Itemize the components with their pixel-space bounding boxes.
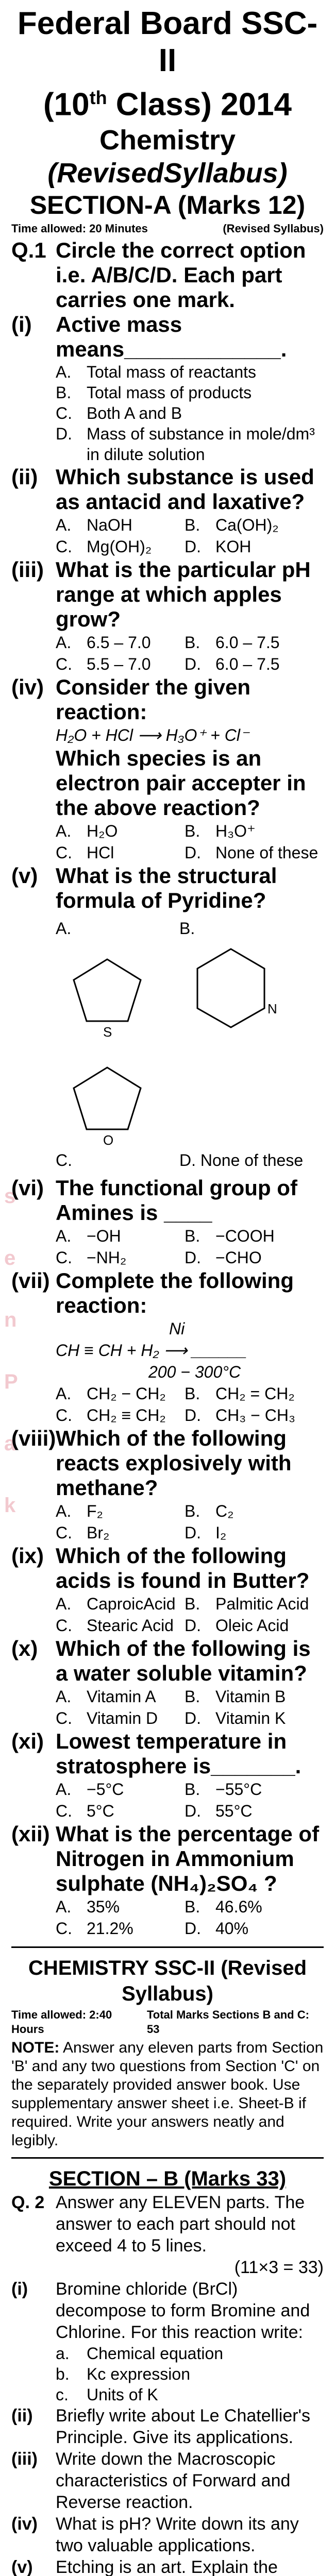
question-text: Etching is an art. Explain the (56, 2557, 278, 2576)
structure-option (56, 918, 159, 1042)
structure-option (56, 1047, 159, 1171)
option-spacer (11, 1896, 56, 1918)
option-text: −OH (87, 1226, 121, 1245)
mcq-number: (vi) (11, 1175, 44, 1200)
option-text: Ca(OH)₂ (215, 515, 279, 534)
option-letter: D. (185, 843, 201, 862)
option-text: 6.0 – 7.5 (215, 633, 280, 652)
option-text: Mg(OH)₂ (87, 537, 152, 556)
svg-text:O: O (103, 1132, 114, 1148)
subject-title: Chemistry (RevisedSyllabus) (47, 124, 288, 189)
option-text: Stearic Acid (87, 1616, 174, 1635)
mcq-number: (v) (11, 863, 38, 888)
mcq-number (11, 746, 56, 820)
mcq-number: (viii) (11, 1426, 56, 1450)
option-text: Oleic Acid (215, 1616, 289, 1635)
time-allowed: Time allowed: 20 Minutes (11, 222, 148, 235)
option-text: F₂ (87, 1501, 103, 1520)
option-letter: B. (185, 633, 200, 652)
option-letter: C. (56, 1150, 72, 1170)
mcq-list (11, 312, 324, 1939)
option-spacer (11, 1404, 56, 1426)
structure-option (179, 1150, 303, 1171)
option-letter: D. (185, 1801, 201, 1820)
option-text: 5°C (87, 1801, 114, 1820)
sub-letter: c. (56, 2385, 69, 2404)
option-letter: A. (56, 1897, 72, 1916)
sub-spacer (11, 2364, 56, 2384)
option-letter: A. (56, 515, 72, 534)
structure-option (179, 918, 282, 1042)
option-letter: B. (185, 1687, 200, 1706)
option-letter: C. (56, 1801, 72, 1820)
option-letter: C. (56, 403, 72, 422)
option-letter: D. (185, 1523, 201, 1542)
question-number: (v) (11, 2557, 33, 2576)
option-letter: C. (56, 537, 72, 556)
watermark-letter: a (4, 1432, 16, 1455)
mcq-question (11, 312, 324, 362)
option-letter: D. (185, 1248, 201, 1267)
option-spacer (11, 1686, 56, 1707)
option-text: −5°C (87, 1780, 124, 1799)
option-text: 46.6% (215, 1897, 262, 1916)
q2-heading: Q. 2 Answer any ELEVEN parts. The answer to each part should not exceed 4 to 5 lines. (11, 2192, 305, 2256)
option-spacer (11, 632, 56, 653)
mcq-options (11, 514, 324, 557)
question-text: Briefly write about Le Chatellier's Principle. Give its applications. (56, 2405, 311, 2447)
option-spacer (11, 653, 56, 675)
option-letter: A. (56, 1226, 72, 1245)
option-letter: B. (185, 1226, 200, 1245)
option-letter: A. (56, 919, 72, 938)
option-text: −COOH (215, 1226, 275, 1245)
option-text: Vitamin D (87, 1708, 158, 1727)
reaction-equation-text: H₂O + HCl ⟶ H₃O⁺ + Cl⁻ (56, 725, 249, 744)
option-letter: A. (56, 1501, 72, 1520)
option-letter: B. (185, 1384, 200, 1403)
mcq-text: Which substance is used as antacid and laxative? (56, 464, 314, 514)
mcq-text: Which of the following acids is found in Butter? (56, 1543, 310, 1592)
option-letter: B. (185, 515, 200, 534)
option-text: Mass of substance in mole/dm³ in dilute solution (87, 424, 315, 464)
section-b-question (11, 2405, 324, 2448)
divider (11, 1946, 324, 1948)
option-text: None of these (215, 843, 319, 862)
mcq-text: Active mass means_____________. (56, 312, 287, 361)
part2-meta: Time allowed: 2:40 Hours Total Marks Sections B and C: 53 (11, 2008, 309, 2036)
option-text: KOH (215, 537, 252, 556)
option-text: C₂ (215, 1501, 234, 1520)
watermark-letter: e (4, 1247, 16, 1269)
option-text: Vitamin A (87, 1687, 156, 1706)
option-text: H₃O⁺ (215, 821, 256, 840)
option-text: CH₂ − CH₂ (87, 1384, 166, 1403)
option-letter: D. (185, 537, 201, 556)
option-letter: B. (179, 919, 195, 938)
section-b-question (11, 2278, 324, 2343)
sub-text: Kc expression (87, 2364, 190, 2383)
mcq-text: Lowest temperature in stratosphere is_______. (56, 1728, 301, 1778)
option-letter: C. (56, 1405, 72, 1425)
mcq-text: What is the particular pH range at which apples grow? (56, 557, 311, 631)
option-text: −CHO (215, 1248, 262, 1267)
mcq-number: (iii) (11, 557, 44, 582)
question-number: (iv) (11, 2514, 38, 2534)
option-spacer (11, 536, 56, 557)
exam-content (11, 5, 324, 2576)
watermark-letter: P (4, 1370, 18, 1393)
mcq-options (11, 820, 324, 863)
option-letter: B. (185, 821, 200, 840)
q2-marks: (11×3 = 33) (234, 2257, 324, 2277)
option-letter: B. (56, 383, 72, 402)
option-text: CaproicAcid (87, 1594, 176, 1613)
mcq-question (11, 1426, 324, 1500)
mcq-options (11, 1225, 324, 1268)
option-text: I₂ (215, 1523, 227, 1542)
option-letter: B. (185, 1780, 200, 1799)
option-text: Both A and B (87, 403, 182, 422)
part2-note: NOTE: Answer any eleven parts from Section 'B' and any two questions from Section 'C' on the separately provided answer book. Use supplementary answer sheet i.e. Sheet-B if required. Write your answers neatly and legibly. (11, 2039, 324, 2149)
mcq-options (11, 362, 324, 465)
mcq-question (11, 465, 324, 514)
option-letter: D. (56, 424, 72, 443)
option-letter: A. (56, 1687, 72, 1706)
option-text: −NH₂ (87, 1248, 127, 1267)
option-letter: C. (56, 1919, 72, 1938)
option-spacer (11, 842, 56, 863)
furan-structure-icon (56, 1047, 159, 1150)
part2-title: CHEMISTRY SSC-II (Revised Syllabus) (28, 1956, 307, 2005)
question-number: (iii) (11, 2449, 38, 2469)
option-spacer (11, 1778, 56, 1800)
option-text: 6.0 – 7.5 (215, 654, 280, 673)
section-b-question (11, 2513, 324, 2556)
option-text: Total mass of reactants (87, 362, 257, 381)
mcq-options (11, 1686, 324, 1729)
sub-text: Chemical equation (87, 2344, 224, 2363)
question-number: (i) (11, 2279, 28, 2299)
question-text: Write down the Macroscopic characteristics of Forward and Reverse reaction. (56, 2449, 291, 2512)
option-text: 5.5 – 7.0 (87, 654, 151, 673)
option-spacer (11, 1500, 56, 1522)
option-spacer (11, 362, 56, 382)
option-letter: A. (56, 362, 72, 381)
option-letter: C. (56, 1616, 72, 1635)
option-text: Total mass of products (87, 383, 252, 402)
mcq-question (11, 557, 324, 632)
option-spacer (11, 1800, 56, 1822)
board-title: Federal Board SSC-II (17, 6, 318, 78)
sub-letter: b. (56, 2364, 70, 2383)
pyridine-structure-icon (179, 939, 282, 1042)
reaction-condition-bottom: 200 − 300°C (148, 1362, 241, 1381)
option-letter: C. (56, 1248, 72, 1267)
watermark-letter: s (4, 1185, 16, 1208)
reaction-equation (56, 724, 324, 746)
question-text: What is pH? Write down its any two valuable applications. (56, 2514, 299, 2555)
structure-row (56, 1047, 324, 1171)
option-spacer (11, 1615, 56, 1636)
mcq-text: Which species is an electron pair accepter in the above reaction? (56, 745, 306, 820)
thiophene-structure-icon (56, 939, 159, 1042)
section-a-meta (11, 222, 324, 236)
watermark-letter: n (4, 1309, 17, 1331)
question-number: (ii) (11, 2405, 33, 2426)
sub-letter: a. (56, 2344, 70, 2363)
option-text: H₂O (87, 821, 118, 840)
reaction-equation (56, 1318, 324, 1383)
section-b-question (11, 2448, 324, 2513)
mcq-options (11, 1778, 324, 1822)
svg-text:S: S (103, 1024, 112, 1040)
option-spacer (11, 1918, 56, 1939)
mcq-text: What is the percentage of Nitrogen in Ammonium sulphate (NH₄)₂SO₄ ? (56, 1821, 320, 1895)
mcq-question (11, 863, 324, 913)
option-text: 55°C (215, 1801, 253, 1820)
option-spacer (11, 1247, 56, 1268)
question-text: Bromine chloride (BrCl) decompose to form Bromine and Chlorine. For this reaction write: (56, 2279, 310, 2342)
mcq-text: Complete the following reaction: (56, 1268, 294, 1317)
sub-spacer (11, 2384, 56, 2405)
section-b-title: SECTION – B (Marks 33) (48, 2167, 287, 2190)
mcq-question (11, 1544, 324, 1593)
mcq-number: (xi) (11, 1728, 44, 1753)
option-spacer (11, 382, 56, 403)
mcq-text: Which of the following reacts explosively with methane? (56, 1426, 292, 1500)
mcq-question (11, 675, 324, 724)
option-spacer (11, 1522, 56, 1544)
mcq-options (11, 1500, 324, 1544)
option-letter: D. (185, 654, 201, 673)
syllabus-note: (Revised Syllabus) (223, 222, 324, 235)
mcq-question-cont (11, 746, 324, 820)
sub-text: Units of K (87, 2385, 158, 2404)
option-spacer (11, 1593, 56, 1615)
option-letter: A. (56, 1384, 72, 1403)
option-letter: A. (56, 821, 72, 840)
sub-spacer (11, 2343, 56, 2364)
option-text: 35% (87, 1897, 120, 1916)
option-spacer (11, 1383, 56, 1404)
mcq-question (11, 1268, 324, 1318)
option-letter: A. (56, 1780, 72, 1799)
option-text: 6.5 – 7.0 (87, 633, 151, 652)
option-letter: B. (185, 1897, 200, 1916)
option-text: CH₂ ≡ CH₂ (87, 1405, 166, 1425)
option-text: −55°C (215, 1780, 262, 1799)
option-spacer (11, 403, 56, 423)
mcq-text: The functional group of Amines is ____ (56, 1175, 297, 1225)
mcq-question (11, 1636, 324, 1686)
option-spacer (11, 1707, 56, 1729)
option-letter: B. (185, 1594, 200, 1613)
q1-heading: Q.1 Circle the correct option i.e. A/B/C/D. Each part carries one mark. (11, 238, 306, 312)
option-text: CH₃ − CH₃ (215, 1405, 295, 1425)
option-letter: C. (56, 843, 72, 862)
mcq-number: (vii) (11, 1268, 50, 1293)
option-text: Palmitic Acid (215, 1594, 309, 1613)
option-letter: D. (179, 1150, 196, 1170)
option-spacer (11, 514, 56, 536)
option-letter: D. (185, 1405, 201, 1425)
divider (11, 2157, 324, 2159)
option-letter: A. (56, 633, 72, 652)
option-spacer (11, 423, 56, 465)
option-text: Vitamin K (215, 1708, 286, 1727)
mcq-options (11, 1896, 324, 1939)
mcq-number: (i) (11, 312, 32, 336)
mcq-question (11, 1822, 324, 1896)
option-text: None of these (196, 1150, 304, 1170)
mcq-options (11, 1383, 324, 1426)
option-letter: A. (56, 1594, 72, 1613)
section-a-title: SECTION-A (Marks 12) (29, 190, 306, 219)
class-year-title: (10th Class) 2014 (43, 87, 292, 123)
reaction-condition-top: Ni (169, 1319, 185, 1338)
mcq-options (11, 632, 324, 675)
option-letter: C. (56, 654, 72, 673)
mcq-text: Consider the given reaction: (56, 674, 251, 724)
section-b-list (11, 2278, 324, 2576)
svg-text:N: N (267, 1001, 277, 1016)
mcq-question (11, 1729, 324, 1778)
option-letter: B. (185, 1501, 200, 1520)
mcq-number: (iv) (11, 674, 44, 699)
option-spacer (11, 1225, 56, 1247)
mcq-question (11, 1176, 324, 1225)
option-text: 40% (215, 1919, 249, 1938)
option-spacer (11, 820, 56, 842)
reaction-equation-text: CH ≡ CH + H₂ ⟶ ______ (56, 1341, 247, 1360)
mcq-number: (xii) (11, 1821, 50, 1846)
mcq-number: (x) (11, 1636, 38, 1660)
option-text: NaOH (87, 515, 132, 534)
mcq-number: (ii) (11, 464, 38, 489)
sub-parts (11, 2343, 324, 2405)
mcq-options (11, 1593, 324, 1636)
watermark-letter: k (4, 1494, 16, 1517)
mcq-text: Which of the following is a water soluble vitamin? (56, 1636, 311, 1685)
option-letter: D. (185, 1708, 201, 1727)
option-letter: C. (56, 1708, 72, 1727)
option-text: 21.2% (87, 1919, 133, 1938)
mcq-text: What is the structural formula of Pyridine? (56, 863, 277, 912)
structure-row (56, 918, 324, 1042)
section-b-question (11, 2556, 324, 2576)
option-text: Vitamin B (215, 1687, 286, 1706)
option-text: HCl (87, 843, 114, 862)
option-text: CH₂ = CH₂ (215, 1384, 295, 1403)
option-letter: D. (185, 1919, 201, 1938)
option-letter: C. (56, 1523, 72, 1542)
option-letter: D. (185, 1616, 201, 1635)
option-text: Br₂ (87, 1523, 110, 1542)
mcq-number: (ix) (11, 1543, 44, 1568)
